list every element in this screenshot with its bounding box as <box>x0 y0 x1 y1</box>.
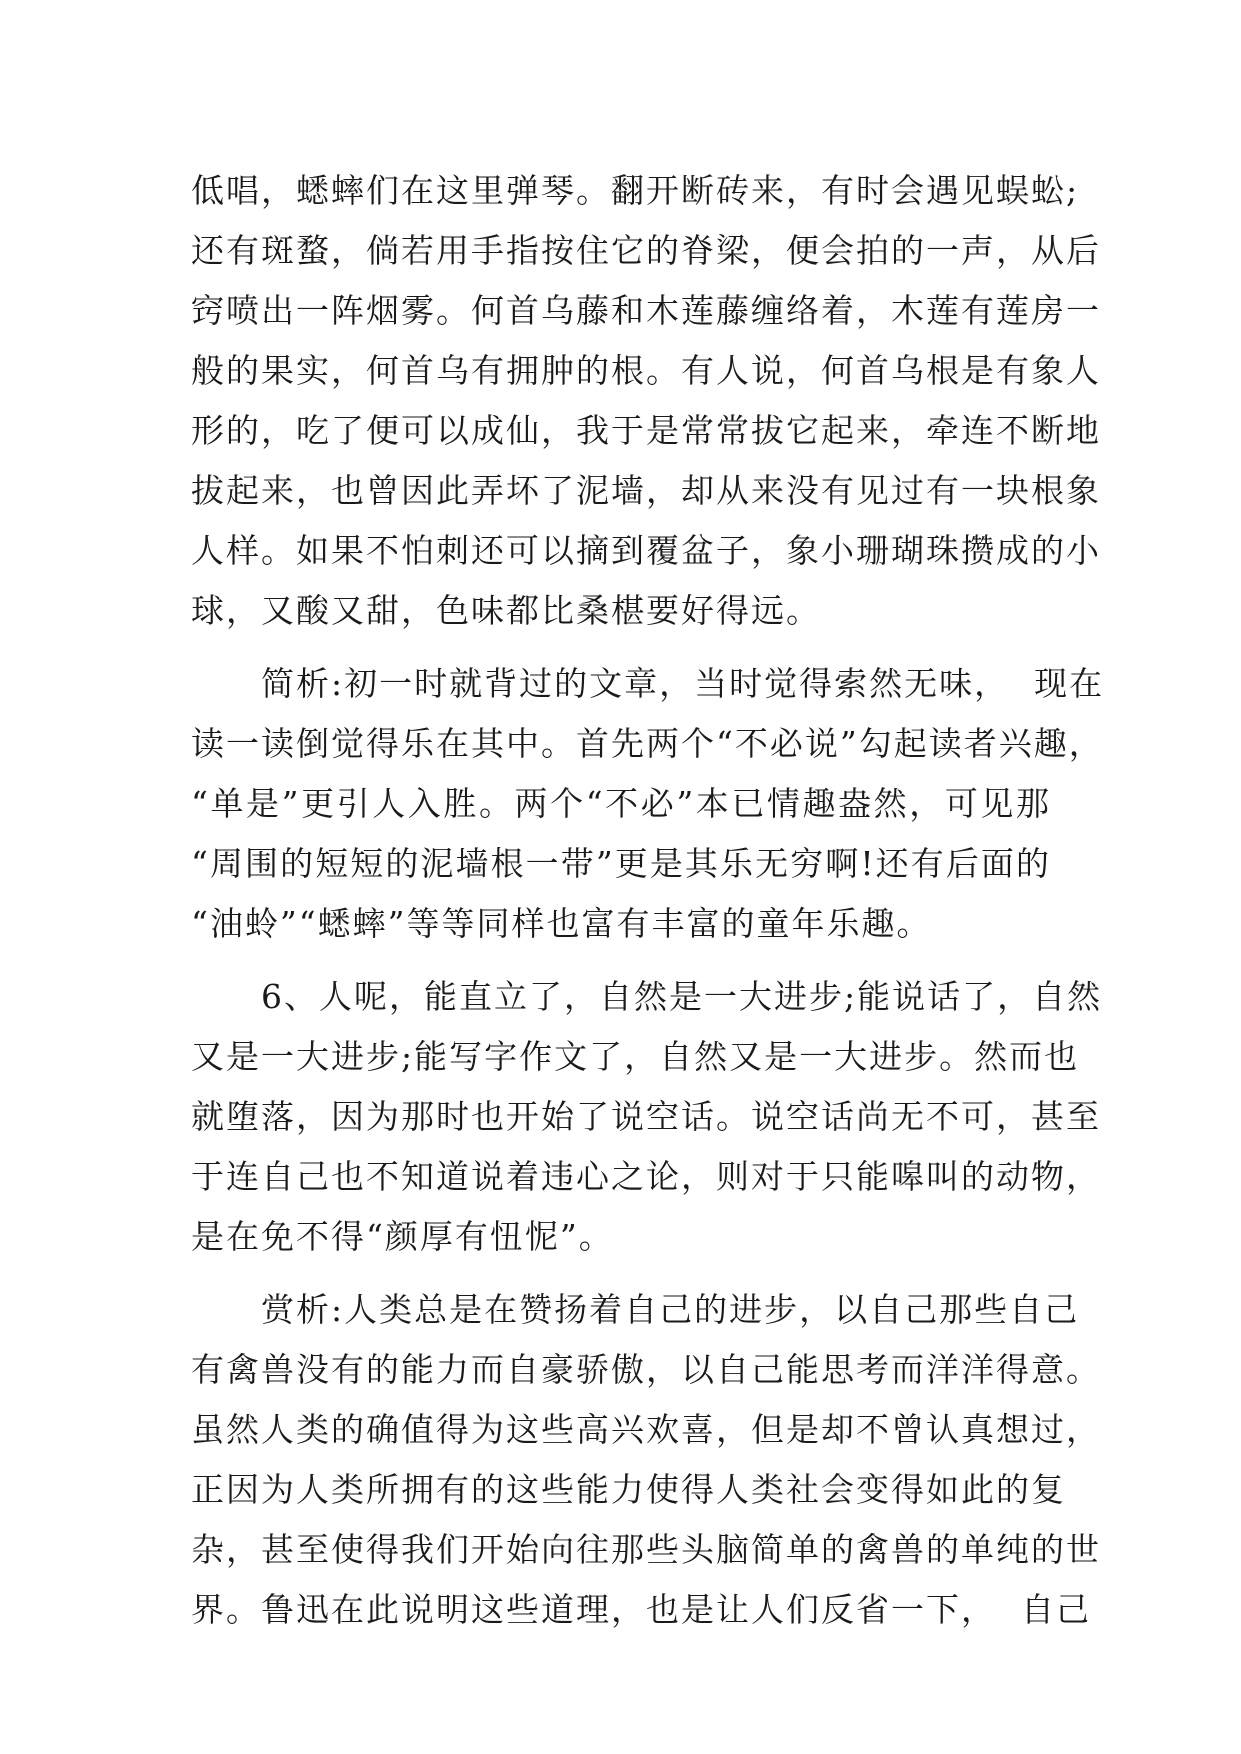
text-line: 虽然人类的确值得为这些高兴欢喜，但是却不曾认真想过， <box>191 1410 1101 1449</box>
paragraph-gap <box>191 954 1051 967</box>
text-line: 于连自己也不知道说着违心之论，则对于只能嗥叫的动物， <box>191 1157 1101 1196</box>
paragraph <box>191 967 1103 1267</box>
text-line: 就堕落，因为那时也开始了说空话。说空话尚无不可，甚至 <box>191 1097 1101 1136</box>
paragraph <box>191 654 1105 954</box>
text-line: 形的，吃了便可以成仙，我于是常常拔它起来，牵连不断地 <box>191 411 1101 450</box>
paragraph-gap <box>191 1267 1051 1280</box>
text-line: 窍喷出一阵烟雾。何首乌藤和木莲藤缠络着，木莲有莲房一 <box>191 291 1101 330</box>
text-line: “周围的短短的泥墙根一带”更是其乐无穷啊!还有后面的 <box>191 844 1051 883</box>
text-line: 读一读倒觉得乐在其中。首先两个“不必说”勾起读者兴趣， <box>191 724 1104 763</box>
text-line: 人样。如果不怕刺还可以摘到覆盆子，象小珊瑚珠攒成的小 <box>191 531 1101 570</box>
paragraph <box>191 1280 1101 1640</box>
paragraph-gap <box>191 641 1051 654</box>
text-line: 低唱，蟋蟀们在这里弹琴。翻开断砖来，有时会遇见蜈蚣; <box>191 171 1080 210</box>
text-line: 还有斑蝥，倘若用手指按住它的脊梁，便会拍的一声，从后 <box>191 231 1101 270</box>
paragraph <box>191 161 1101 641</box>
text-line: 又是一大进步;能写字作文了，自然又是一大进步。然而也 <box>191 1037 1080 1076</box>
text-line: “油蛉”“蟋蟀”等等同样也富有丰富的童年乐趣。 <box>191 904 932 943</box>
text-line: 拔起来，也曾因此弄坏了泥墙，却从来没有见过有一块根象 <box>191 471 1101 510</box>
text-line: 有禽兽没有的能力而自豪骄傲，以自己能思考而洋洋得意。 <box>191 1350 1101 1389</box>
text-line: 正因为人类所拥有的这些能力使得人类社会变得如此的复 <box>191 1470 1066 1509</box>
text-line: 杂，甚至使得我们开始向往那些头脑简单的禽兽的单纯的世 <box>191 1530 1101 1569</box>
text-line: 赏析:人类总是在赞扬着自己的进步，以自己那些自己 <box>191 1290 1080 1329</box>
text-line: 界。鲁迅在此说明这些道理，也是让人们反省一下， 自己 <box>191 1590 1091 1629</box>
text-line: “单是”更引人入胜。两个“不必”本已情趣盎然，可见那 <box>191 784 1051 823</box>
text-line: 是在免不得“颜厚有忸怩”。 <box>191 1217 614 1256</box>
text-line: 般的果实，何首乌有拥肿的根。有人说，何首乌根是有象人 <box>191 351 1101 390</box>
text-body <box>191 161 1105 1640</box>
text-line: 简析:初一时就背过的文章，当时觉得索然无味， 现在 <box>191 664 1105 703</box>
text-line: 6、人呢，能直立了，自然是一大进步;能说话了，自然 <box>191 977 1103 1016</box>
text-line: 球，又酸又甜，色味都比桑椹要好得远。 <box>191 591 821 630</box>
